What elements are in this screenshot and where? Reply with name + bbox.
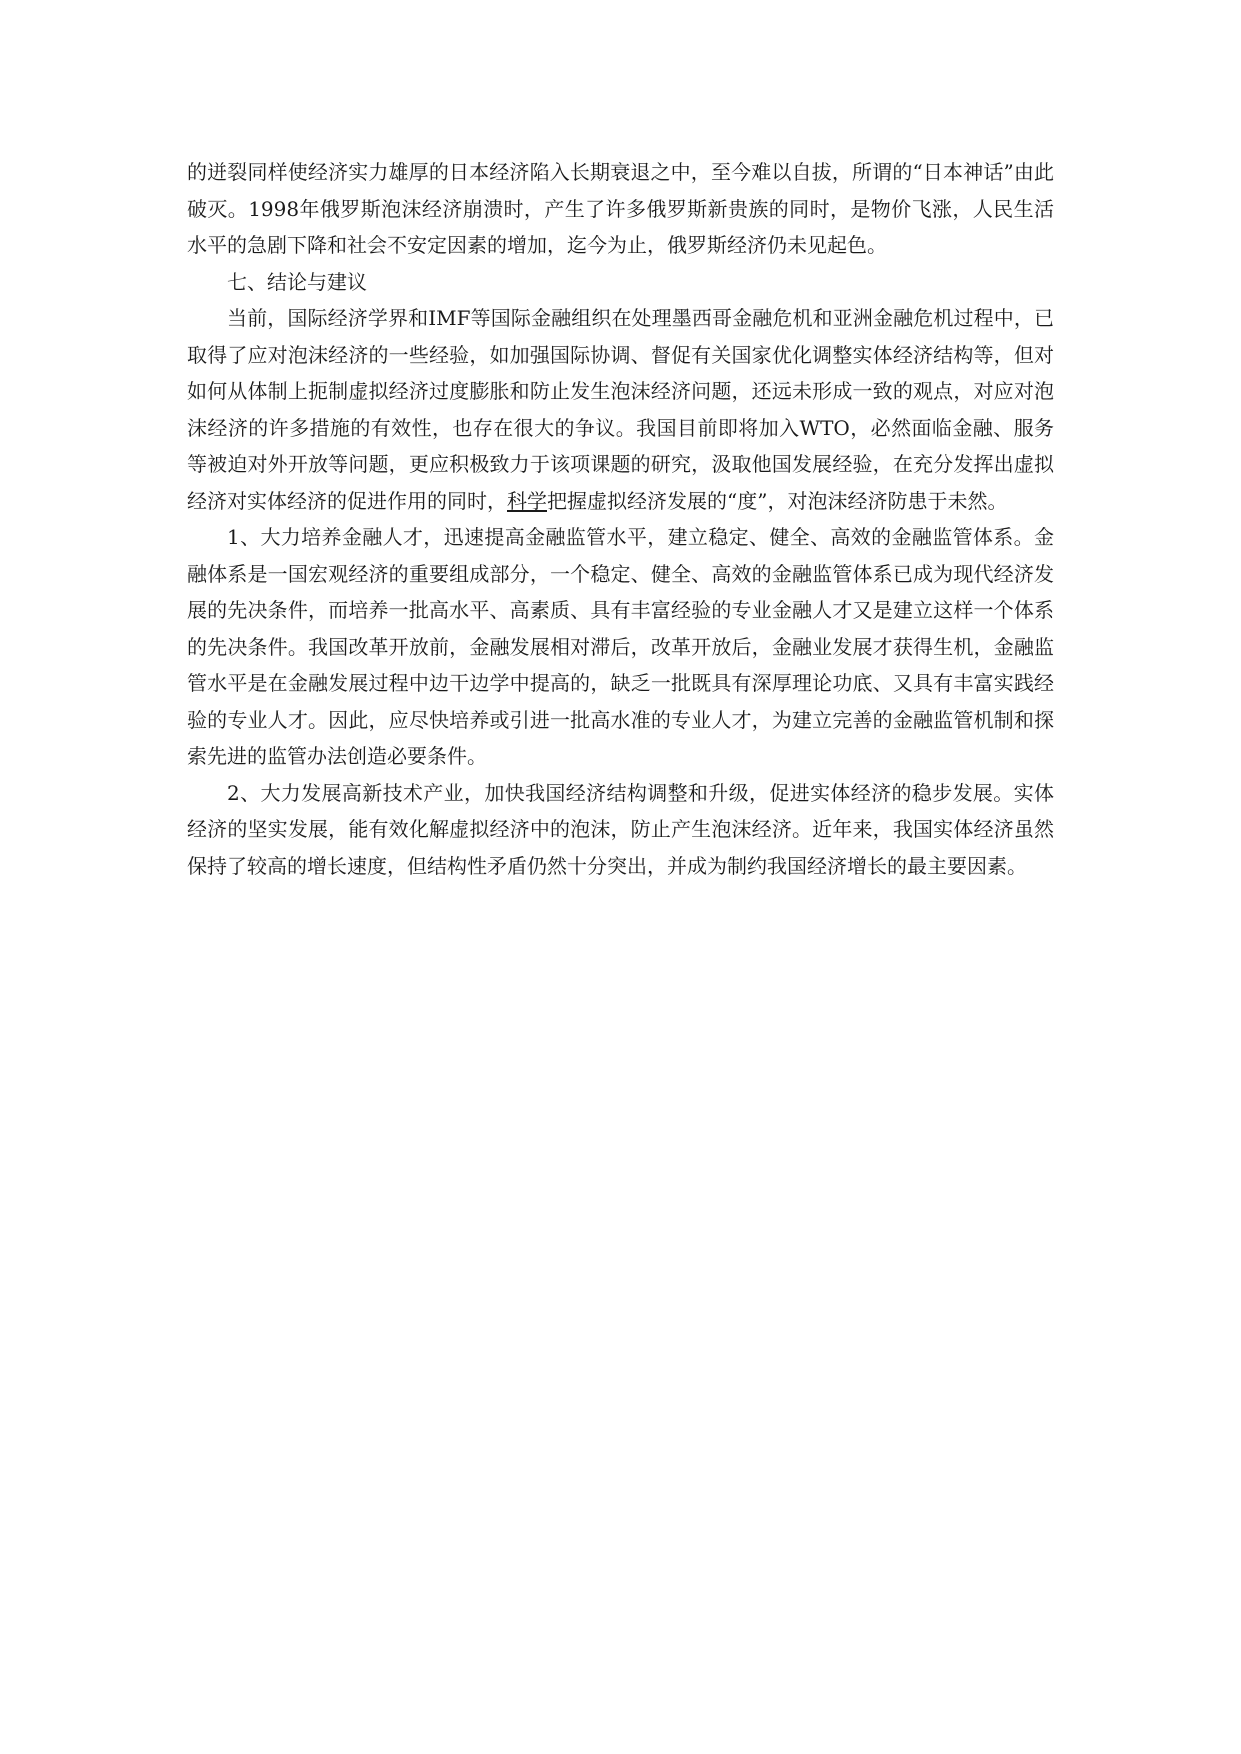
paragraph-text: 的迸裂同样使经济实力雄厚的日本经济陷入长期衰退之中，至今难以自拔，所谓的“日本神话”由此破灭。1998年俄罗斯泡沫经济崩溃时，产生了许多俄罗斯新贵族的同时，是物价飞涨，人民生活水平的急剧下降和社会不安定因素的增加，迄今为止，俄罗斯经济仍未见起色。 — [187, 160, 1054, 257]
paragraph-text: 把握虚拟经济发展的“度”，对泡沫经济防患于未然。 — [547, 488, 1008, 513]
document-body — [187, 154, 1054, 884]
section-heading-conclusion — [187, 264, 1054, 301]
paragraph-current-situation — [187, 300, 1054, 519]
paragraph-text: 当前，国际经济学界和IMF等国际金融组织在处理墨西哥金融危机和亚洲金融危机过程中，已取得了应对泡沫经济的一些经验，如加强国际协调、督促有关国家优化调整实体经济结构等，但对如何从体制上扼制虚拟经济过度膨胀和防止发生泡沫经济问题，还远未形成一致的观点，对应对泡沫经济的许多措施的有效性，也存在很大的争议。我国目前即将加入WTO，必然面临金融、服务等被迫对外开放等问题，更应积极致力于该项课题的研究，汲取他国发展经验，在充分发挥出虚拟经济对实体经济的促进作用的同时， — [187, 306, 1054, 513]
paragraph-text: 1、大力培养金融人才，迅速提高金融监管水平，建立稳定、健全、高效的金融监管体系。金融体系是一国宏观经济的重要组成部分，一个稳定、健全、高效的金融监管体系已成为现代经济发展的先决条件，而培养一批高水平、高素质、具有丰富经验的专业金融人才又是建立这样一个体系的先决条件。我国改革开放前，金融发展相对滞后，改革开放后，金融业发展才获得生机，金融监管水平是在金融发展过程中边干边学中提高的，缺乏一批既具有深厚理论功底、又具有丰富实践经验的专业人才。因此，应尽快培养或引进一批高水准的专业人才，为建立完善的金融监管机制和探索先进的监管办法创造必要条件。 — [187, 525, 1054, 768]
paragraph-recommendation-1 — [187, 519, 1054, 775]
paragraph-recommendation-2 — [187, 775, 1054, 885]
paragraph-continuation — [187, 154, 1054, 264]
section-heading-text: 七、结论与建议 — [227, 269, 367, 294]
keyword-link-science[interactable]: 科学 — [507, 488, 547, 513]
paragraph-text: 2、大力发展高新技术产业，加快我国经济结构调整和升级，促进实体经济的稳步发展。实体经济的坚实发展，能有效化解虚拟经济中的泡沫，防止产生泡沫经济。近年来，我国实体经济虽然保持了较高的增长速度，但结构性矛盾仍然十分突出，并成为制约我国经济增长的最主要因素。 — [187, 780, 1054, 878]
